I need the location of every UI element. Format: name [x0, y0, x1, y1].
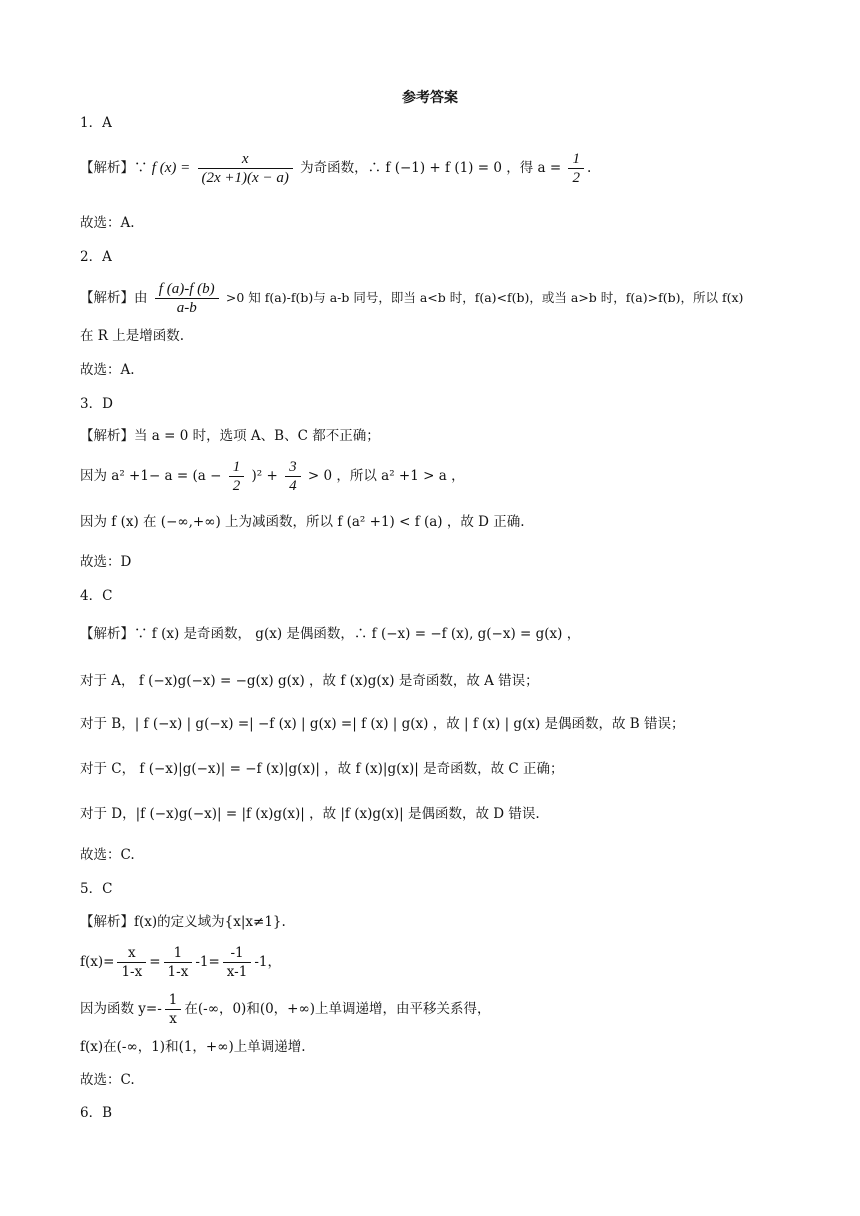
- q5-l3-a: 因为函数 y=-: [80, 1001, 162, 1017]
- q1-mid: 为奇函数，∴ f (−1) + f (1) = 0 ，得 a =: [300, 160, 562, 176]
- q4-line1: 【解析】∵ f (x) 是奇函数， g(x) 是偶函数，∴ f (−x) = −f (x), g(−x) = g(x) ，: [80, 626, 581, 642]
- q2-solution: [80, 280, 743, 317]
- q3-half-den: 2: [232, 478, 241, 494]
- q1-because: ∵: [134, 160, 148, 176]
- q1-answer: 1．A: [80, 115, 112, 131]
- q5-answer: 5．C: [80, 881, 113, 897]
- q5-choice: 故选：C.: [80, 1072, 135, 1088]
- q1-den: (2x +1)(x − a): [201, 170, 289, 186]
- q3-choice: 故选：D: [80, 554, 132, 570]
- q1-solution: [80, 150, 591, 187]
- q5-f2-num: 1: [164, 944, 193, 963]
- q5-l3-b: 在(-∞，0)和(0，+∞)上单调递增，由平移关系得，: [184, 1001, 491, 1017]
- q5-f1-den: 1-x: [121, 964, 143, 980]
- q1-choice: 故选：A.: [80, 215, 135, 231]
- q4-lineA: 对于 A， f (−x)g(−x) = −g(x) g(x) ，故 f (x)g(x) 是奇函数，故 A 错误；: [80, 673, 539, 689]
- q1-tag: 【解析】: [80, 160, 134, 176]
- q5-frac2: [164, 944, 193, 981]
- q1-end: .: [586, 160, 592, 176]
- q5-frac4: [165, 991, 182, 1028]
- q5-eq1: =: [149, 954, 161, 970]
- q5-f3-den: x-1: [226, 964, 248, 980]
- q1-half-den: 2: [572, 170, 580, 186]
- q2-tag: 【解析】由: [80, 290, 148, 306]
- q5-eq2: -1=: [195, 954, 220, 970]
- q4-answer: 4．C: [80, 588, 113, 604]
- q2-den: a-b: [176, 300, 197, 316]
- q3-half-num: 1: [229, 458, 245, 477]
- q2-choice: 故选：A.: [80, 362, 135, 378]
- q2-answer: 2．A: [80, 249, 112, 265]
- q3-q-den: 4: [289, 478, 297, 494]
- q5-f-lhs: f(x)=: [80, 954, 115, 970]
- q3-quarter: [285, 458, 301, 495]
- q4-choice: 故选：C.: [80, 847, 135, 863]
- q3-half: [229, 458, 245, 495]
- q4-lineC: 对于 C， f (−x)|g(−x)| = −f (x)|g(x)| ，故 f (x)|g(x)| 是奇函数，故 C 正确；: [80, 761, 564, 777]
- q3-line2-c: > 0 ，所以 a² +1 > a ，: [307, 468, 465, 484]
- q5-frac1: [117, 944, 146, 981]
- q5-f1-num: x: [117, 944, 146, 963]
- q5-frac3: [223, 944, 252, 981]
- q3-line1: 【解析】当 a = 0 时，选项 A、B、C 都不正确；: [80, 428, 380, 444]
- page-title: 参考答案: [402, 90, 458, 106]
- q5-line4: f(x)在(-∞，1)和(1，+∞)上单调递增.: [80, 1039, 306, 1055]
- q5-f2-den: 1-x: [167, 964, 189, 980]
- q5-l3-den: x: [169, 1011, 177, 1027]
- q6-answer: 6．B: [80, 1105, 113, 1121]
- q5-tail: -1，: [254, 954, 281, 970]
- q3-line2: [80, 458, 465, 495]
- q3-line2-a: 因为 a² +1− a = (a −: [80, 468, 222, 484]
- q3-line2-b: )² +: [251, 468, 278, 484]
- q3-answer: 3．D: [80, 396, 113, 412]
- q1-num: x: [198, 150, 293, 169]
- q2-line2: 在 R 上是增函数.: [80, 328, 185, 344]
- q5-l3-num: 1: [165, 991, 182, 1010]
- q2-num: f (a)-f (b): [155, 280, 219, 299]
- q2-rest: >0 知 f(a)-f(b)与 a-b 同号，即当 a<b 时，f(a)<f(b)，或当 a>b 时，f(a)>f(b)，所以 f(x): [225, 290, 744, 305]
- q1-half: [568, 150, 584, 187]
- q1-fraction: [198, 150, 293, 187]
- q1-half-num: 1: [568, 150, 584, 169]
- q5-line3: [80, 991, 491, 1028]
- q3-q-num: 3: [285, 458, 301, 477]
- q5-f3-num: -1: [223, 944, 252, 963]
- q3-line3: 因为 f (x) 在 (−∞,+∞) 上为减函数，所以 f (a² +1) < f (a) ，故 D 正确.: [80, 514, 525, 530]
- q1-lhs: f (x) =: [151, 160, 191, 176]
- q4-lineD: 对于 D，|f (−x)g(−x)| = |f (x)g(x)| ，故 |f (x)g(x)| 是偶函数，故 D 错误.: [80, 806, 540, 822]
- q2-fraction: [155, 280, 219, 317]
- q5-line1: 【解析】f(x)的定义域为{x|x≠1}.: [80, 914, 286, 930]
- q5-line2: [80, 944, 281, 981]
- q4-lineB: 对于 B，| f (−x) | g(−x) =| −f (x) | g(x) =| f (x) | g(x) ，故 | f (x) | g(x) 是偶函数，故 B 错误；: [80, 716, 685, 732]
